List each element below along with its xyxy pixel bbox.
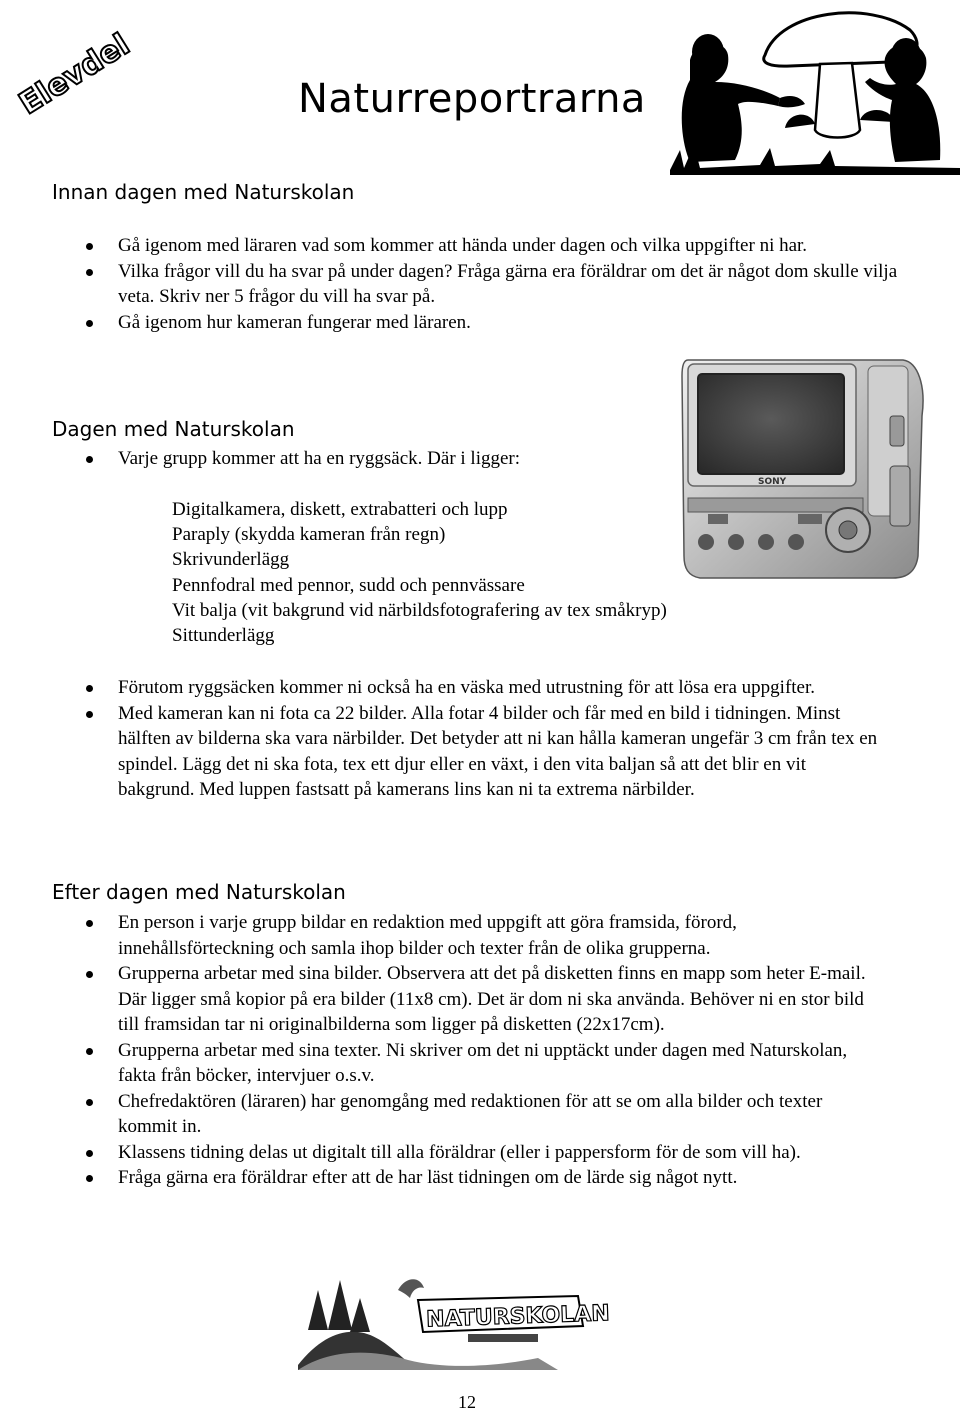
list-item: Grupperna arbetar med sina bilder. Observera att det på disketten finns en mapp som heter E-mail. Där ligger små kopior på era bilder (11x8 cm). Det är dom ni ska använda. Behöver ni en stor bild till framsidan tar ni originalbilderna som ligger på disketten (22x17cm). [0, 961, 880, 1038]
before-list [0, 233, 900, 335]
bullet-icon [86, 685, 93, 692]
list-item: Gå igenom hur kameran fungerar med läraren. [0, 310, 900, 336]
list-item: Förutom ryggsäcken kommer ni också ha en väska med utrustning för att lösa era uppgifter. [0, 675, 880, 701]
list-item: Vilka frågor vill du ha svar på under dagen? Fråga gärna era föräldrar om det är något dom skulle vilja veta. Skriv ner 5 frågor du vill ha svar på. [0, 259, 900, 310]
bullet-icon [86, 1175, 93, 1182]
section-heading-after: Efter dagen med Naturskolan [52, 880, 346, 904]
list-item: Grupperna arbetar med sina texter. Ni skriver om det ni upptäckt under dagen med Naturskolan, fakta från böcker, intervjuer o.s.v. [0, 1038, 880, 1089]
section-heading-day: Dagen med Naturskolan [52, 417, 295, 441]
svg-text:SONY: SONY [758, 477, 787, 487]
contents-item: Sittunderlägg [172, 625, 275, 647]
svg-text:NATURSKOLAN: NATURSKOLAN [425, 1301, 611, 1333]
contents-item: Pennfodral med pennor, sudd och pennvässare [172, 574, 525, 596]
list-item: Chefredaktören (läraren) har genomgång med redaktionen för att se om alla bilder och texter kommit in. [0, 1089, 880, 1140]
list-item: Fråga gärna era föräldrar efter att de har läst tidningen om de lärde sig något nytt. [0, 1165, 880, 1191]
day-intro-list [0, 446, 700, 472]
bullet-icon [86, 1150, 93, 1157]
bullet-icon [86, 456, 93, 463]
naturskolan-logo [298, 1270, 611, 1370]
bullet-icon [86, 920, 93, 927]
contents-item: Digitalkamera, diskett, extrabatteri och lupp [172, 499, 508, 520]
bullet-icon [86, 1048, 93, 1055]
contents-item: Skrivunderlägg [172, 549, 290, 571]
digital-camera-image [678, 356, 930, 586]
page-title: Naturreportrarna [298, 76, 646, 122]
page-number: 12 [458, 1392, 476, 1412]
mushroom-reporters-illustration [670, 0, 960, 175]
bullet-icon [86, 269, 93, 276]
contents-item: Vit balja (vit bakgrund vid närbildsfotografering av tex småkryp) [172, 599, 667, 621]
backpack-contents [172, 497, 667, 648]
contents-item: Paraply (skydda kameran från regn) [172, 524, 446, 546]
list-item: Klassens tidning delas ut digitalt till alla föräldrar (eller i pappersform för de som vill ha). [0, 1140, 880, 1166]
elevdel-stamp [0, 8, 136, 122]
list-item: En person i varje grupp bildar en redaktion med uppgift att göra framsida, förord, innehållsförteckning och samla ihop bilder och texter från de olika grupperna. [0, 910, 880, 961]
day-list [0, 675, 880, 803]
after-list [0, 910, 880, 1191]
bullet-icon [86, 1099, 93, 1106]
bullet-icon [86, 971, 93, 978]
bullet-icon [86, 320, 93, 327]
svg-text:Elevdel: Elevdel [13, 27, 136, 122]
list-item: Med kameran kan ni fota ca 22 bilder. Alla fotar 4 bilder och får med en bild i tidningen. Minst hälften av bilderna ska vara närbilder. Det betyder att ni kan hålla kameran ungefär 3 cm från tex en spindel. Lägg det ni ska fota, tex ett djur eller en växt, i den vita baljan så att det blir en vit bakgrund. Med luppen fastsatt på kamerans lins kan ni ta extrema närbilder. [0, 701, 880, 803]
section-heading-before: Innan dagen med Naturskolan [52, 180, 355, 204]
bullet-icon [86, 243, 93, 250]
list-item: Gå igenom med läraren vad som kommer att hända under dagen och vilka uppgifter ni har. [0, 233, 900, 259]
bullet-icon [86, 711, 93, 718]
list-item: Varje grupp kommer att ha en ryggsäck. Där i ligger: [0, 446, 700, 472]
